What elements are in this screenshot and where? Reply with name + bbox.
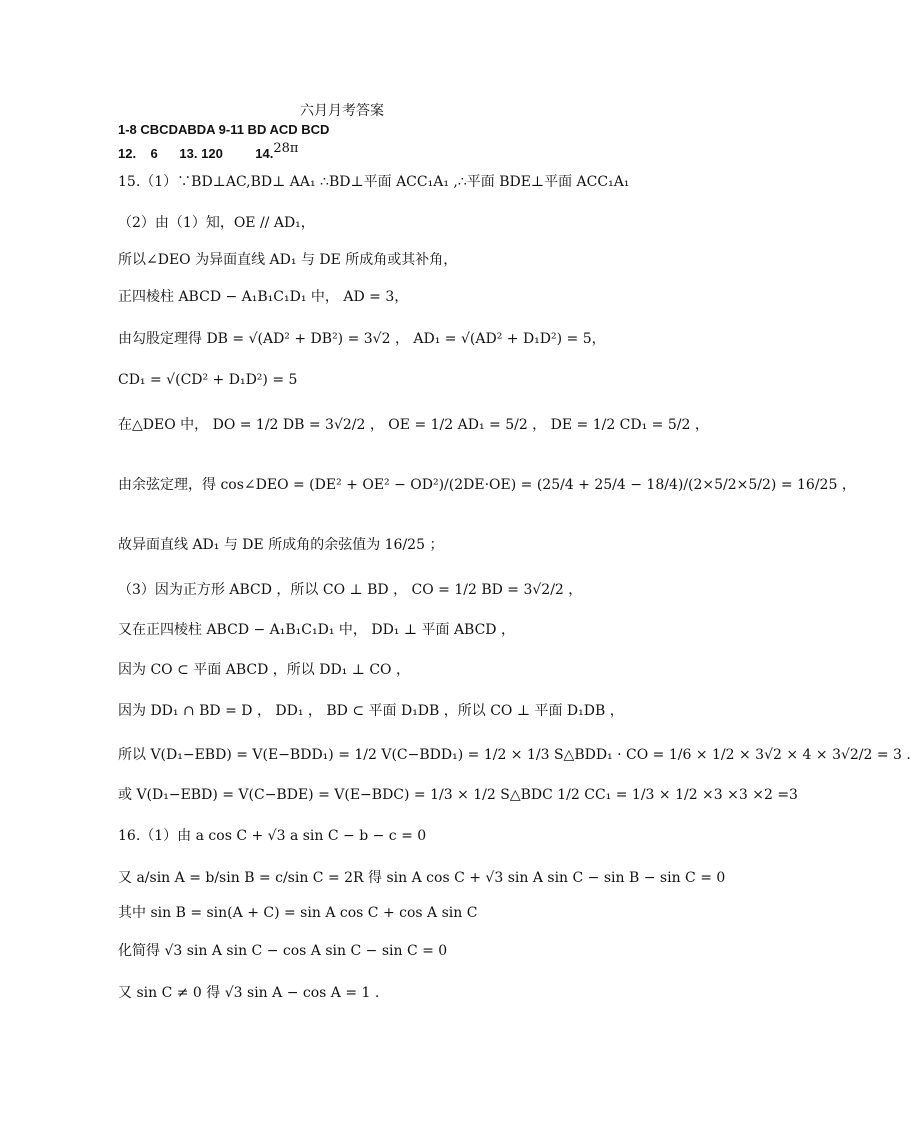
q16-part1-line2: 又 a/sin A = b/sin B = c/sin C = 2R 得 sin A cos C + √3 sin A sin C − sin B − sin C = 0 (118, 870, 726, 886)
q16-part1-line4: 化简得 √3 sin A sin C − cos A sin C − sin C = 0 (118, 943, 448, 959)
answers-row-2 (118, 141, 299, 165)
q15-part2-line1: （2）由（1）知，OE // AD₁， (118, 215, 315, 231)
q15-part3-volume-2: 或 V(D₁−EBD) = V(C−BDE) = V(E−BDC) = 1/3 × 1/2 S△BDC 1/2 CC₁ = 1/3 × 1/2 ×3 ×3 ×2 =3 (118, 787, 798, 803)
q15-part2-line4: 由勾股定理得 DB = √(AD² + DB²) = 3√2 ， AD₁ = √(AD² + D₁D²) = 5， (118, 331, 606, 347)
answers-row-2-prefix: 12. 6 13. 120 14. (118, 146, 274, 161)
q15-part2-cosine-law: 由余弦定理，得 cos∠DEO = (DE² + OE² − OD²)/(2DE·OE) = (25/4 + 25/4 − 18/4)/(2×5/2×5/2) = 16/25 ， (118, 477, 856, 493)
q15-part3-line3: 因为 CO ⊂ 平面 ABCD ，所以 DD₁ ⊥ CO ， (118, 662, 410, 678)
q16-part1-line5: 又 sin C ≠ 0 得 √3 sin A − cos A = 1 . (118, 985, 380, 1001)
q16-part1-line1: 16.（1）由 a cos C + √3 a sin C − b − c = 0 (118, 828, 427, 844)
q15-part3-line4: 因为 DD₁ ∩ BD = D ， DD₁ ， BD ⊂ 平面 D₁DB ，所以 CO ⊥ 平面 D₁DB ， (118, 703, 624, 719)
q16-part1-line3: 其中 sin B = sin(A + C) = sin A cos C + cos A sin C (118, 905, 478, 921)
q15-part3-volume-1: 所以 V(D₁−EBD) = V(E−BDD₁) = 1/2 V(C−BDD₁) = 1/2 × 1/3 S△BDD₁ · CO = 1/6 × 1/2 × 3√2 × 4 × 3√2/2 = 3 . (118, 747, 911, 763)
answer-14: 28π (273, 141, 299, 156)
q15-part2-line6: 在△DEO 中， DO = 1/2 DB = 3√2/2 ， OE = 1/2 AD₁ = 5/2 ， DE = 1/2 CD₁ = 5/2 ， (118, 417, 709, 433)
q15-part2-line2: 所以∠DEO 为异面直线 AD₁ 与 DE 所成角或其补角， (118, 252, 458, 268)
q15-part3-line1: （3）因为正方形 ABCD ，所以 CO ⊥ BD ， CO = 1/2 BD = 3√2/2 ， (118, 582, 583, 598)
q15-part2-conclusion: 故异面直线 AD₁ 与 DE 所成角的余弦值为 16/25 ； (118, 537, 444, 553)
q15-part2-line5: CD₁ = √(CD² + D₁D²) = 5 (118, 372, 298, 388)
page-title: 六月月考答案 (300, 103, 384, 119)
q15-part2-line3: 正四棱柱 ABCD − A₁B₁C₁D₁ 中， AD = 3， (118, 289, 409, 305)
answers-row-1: 1-8 CBCDABDA 9-11 BD ACD BCD (118, 122, 330, 137)
q15-part1: 15.（1）∵BD⊥AC,BD⊥ AA₁ ∴BD⊥平面 ACC₁A₁ ,∴平面 BDE⊥平面 ACC₁A₁ (118, 174, 630, 190)
q15-part3-line2: 又在正四棱柱 ABCD − A₁B₁C₁D₁ 中， DD₁ ⊥ 平面 ABCD ， (118, 622, 515, 638)
